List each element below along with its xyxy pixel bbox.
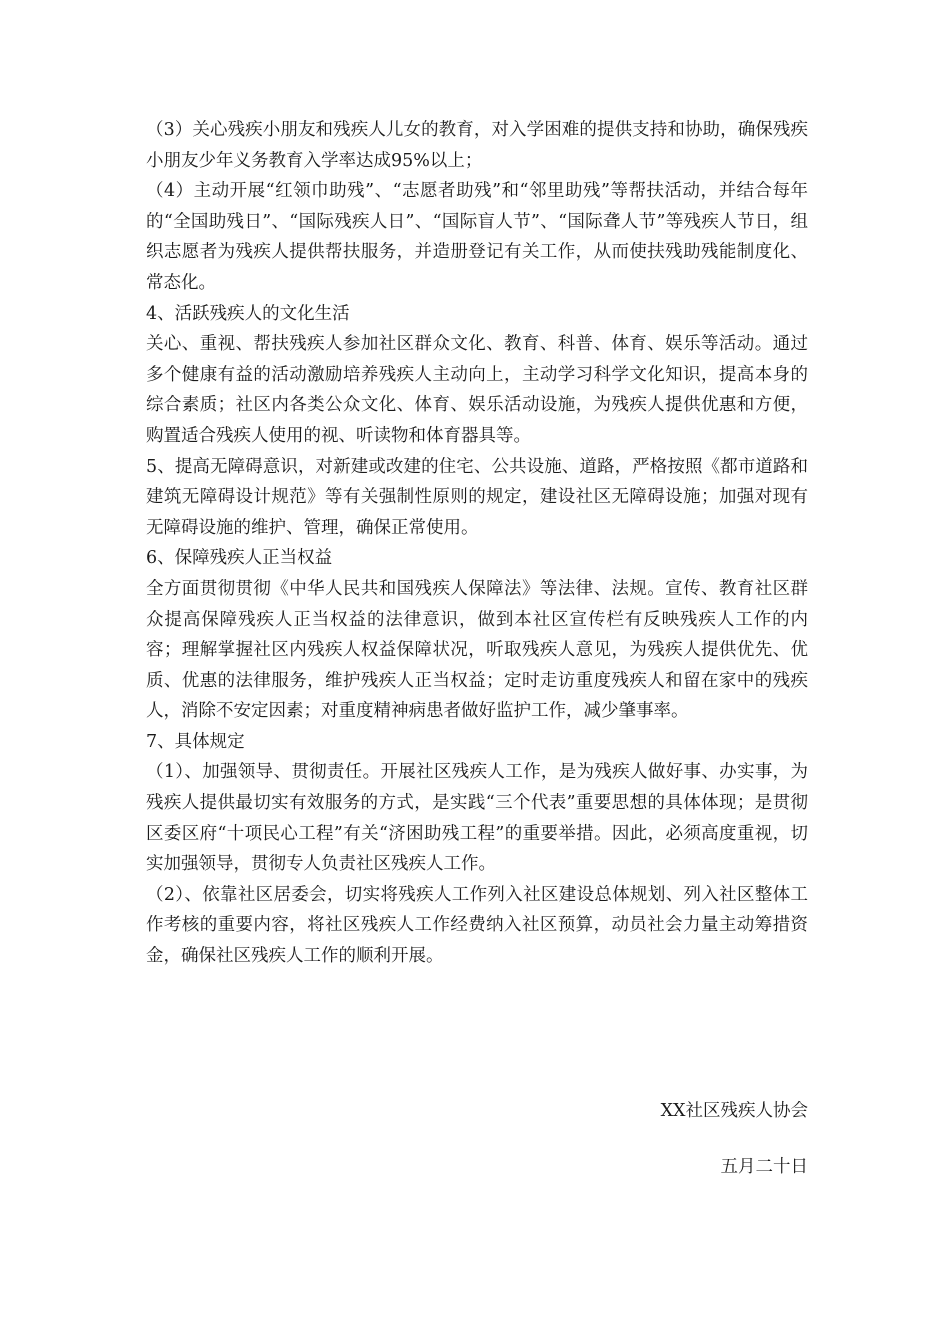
signature-date: 五月二十日 [720,1157,808,1177]
section-heading-6-rights: 6、保障残疾人正当权益 [146,548,333,569]
paragraph-regulation-2-committee: （2）、依靠社区居委会，切实将残疾人工作列入社区建设总体规划、列入社区整体工作考核的重要内容，将社区残疾人工作经费纳入社区预算，动员社会力量主动筹措资金，确保社区残疾人工作的顺利开展。 [146,884,808,967]
paragraph-5-accessibility: 5、提高无障碍意识，对新建或改建的住宅、公共设施、道路，严格按照《都市道路和建筑无障碍设计规范》等有关强制性原则的规定，建设社区无障碍设施；加强对现有无障碍设施的维护、管理，确保正常使用。 [146,456,808,538]
paragraph-item-3-care-education: （3）关心残疾小朋友和残疾人儿女的教育，对入学困难的提供支持和协助，确保残疾小朋友少年义务教育入学率达成95%以上； [146,120,808,171]
paragraph-culture-life: 关心、重视、帮扶残疾人参加社区群众文化、教育、科普、体育、娱乐等活动。通过多个健康有益的活动激励培养残疾人主动向上，主动学习科学文化知识，提高本身的综合素质；社区内各类公众文化、体育、娱乐活动设施，为残疾人提供优惠和方便，购置适合残疾人使用的视、听读物和体育器具等。 [146,334,808,446]
paragraph-regulation-1-leadership: （1）、加强领导、贯彻责任。开展社区残疾人工作，是为残疾人做好事、办实事，为残疾人提供最切实有效服务的方式，是实践“三个代表”重要思想的具体体现；是贯彻区委区府“十项民心工程”有关“济困助残工程”的重要举措。因此，必须高度重视，切实加强领导，贯彻专人负责社区残疾人工作。 [146,762,808,875]
signature-organization: XX社区残疾人协会 [660,1101,808,1121]
paragraph-item-4-volunteer-activities: （4）主动开展“红领巾助残”、“志愿者助残”和“邻里助残”等帮扶活动，并结合每年的“全国助残日”、“国际残疾人日”、“国际盲人节”、“国际聋人节”等残疾人节日，组织志愿者为残疾人提供帮扶服务，并造册登记有关工作，从而使扶残助残能制度化、常态化。 [146,181,808,293]
document-body [146,115,808,972]
section-heading-4-culture: 4、活跃残疾人的文化生活 [146,303,350,324]
section-heading-7-regulations: 7、具体规定 [146,731,245,752]
paragraph-rights-protection: 全方面贯彻贯彻《中华人民共和国残疾人保障法》等法律、法规。宣传、教育社区群众提高保障残疾人正当权益的法律意识，做到本社区宣传栏有反映残疾人工作的内容；理解掌握社区内残疾人权益保障状况，听取残疾人意见，为残疾人提供优先、优质、优惠的法律服务，维护残疾人正当权益；定时走访重度残疾人和留在家中的残疾人，消除不安定因素；对重度精神病患者做好监护工作，减少肇事率。 [146,578,808,722]
